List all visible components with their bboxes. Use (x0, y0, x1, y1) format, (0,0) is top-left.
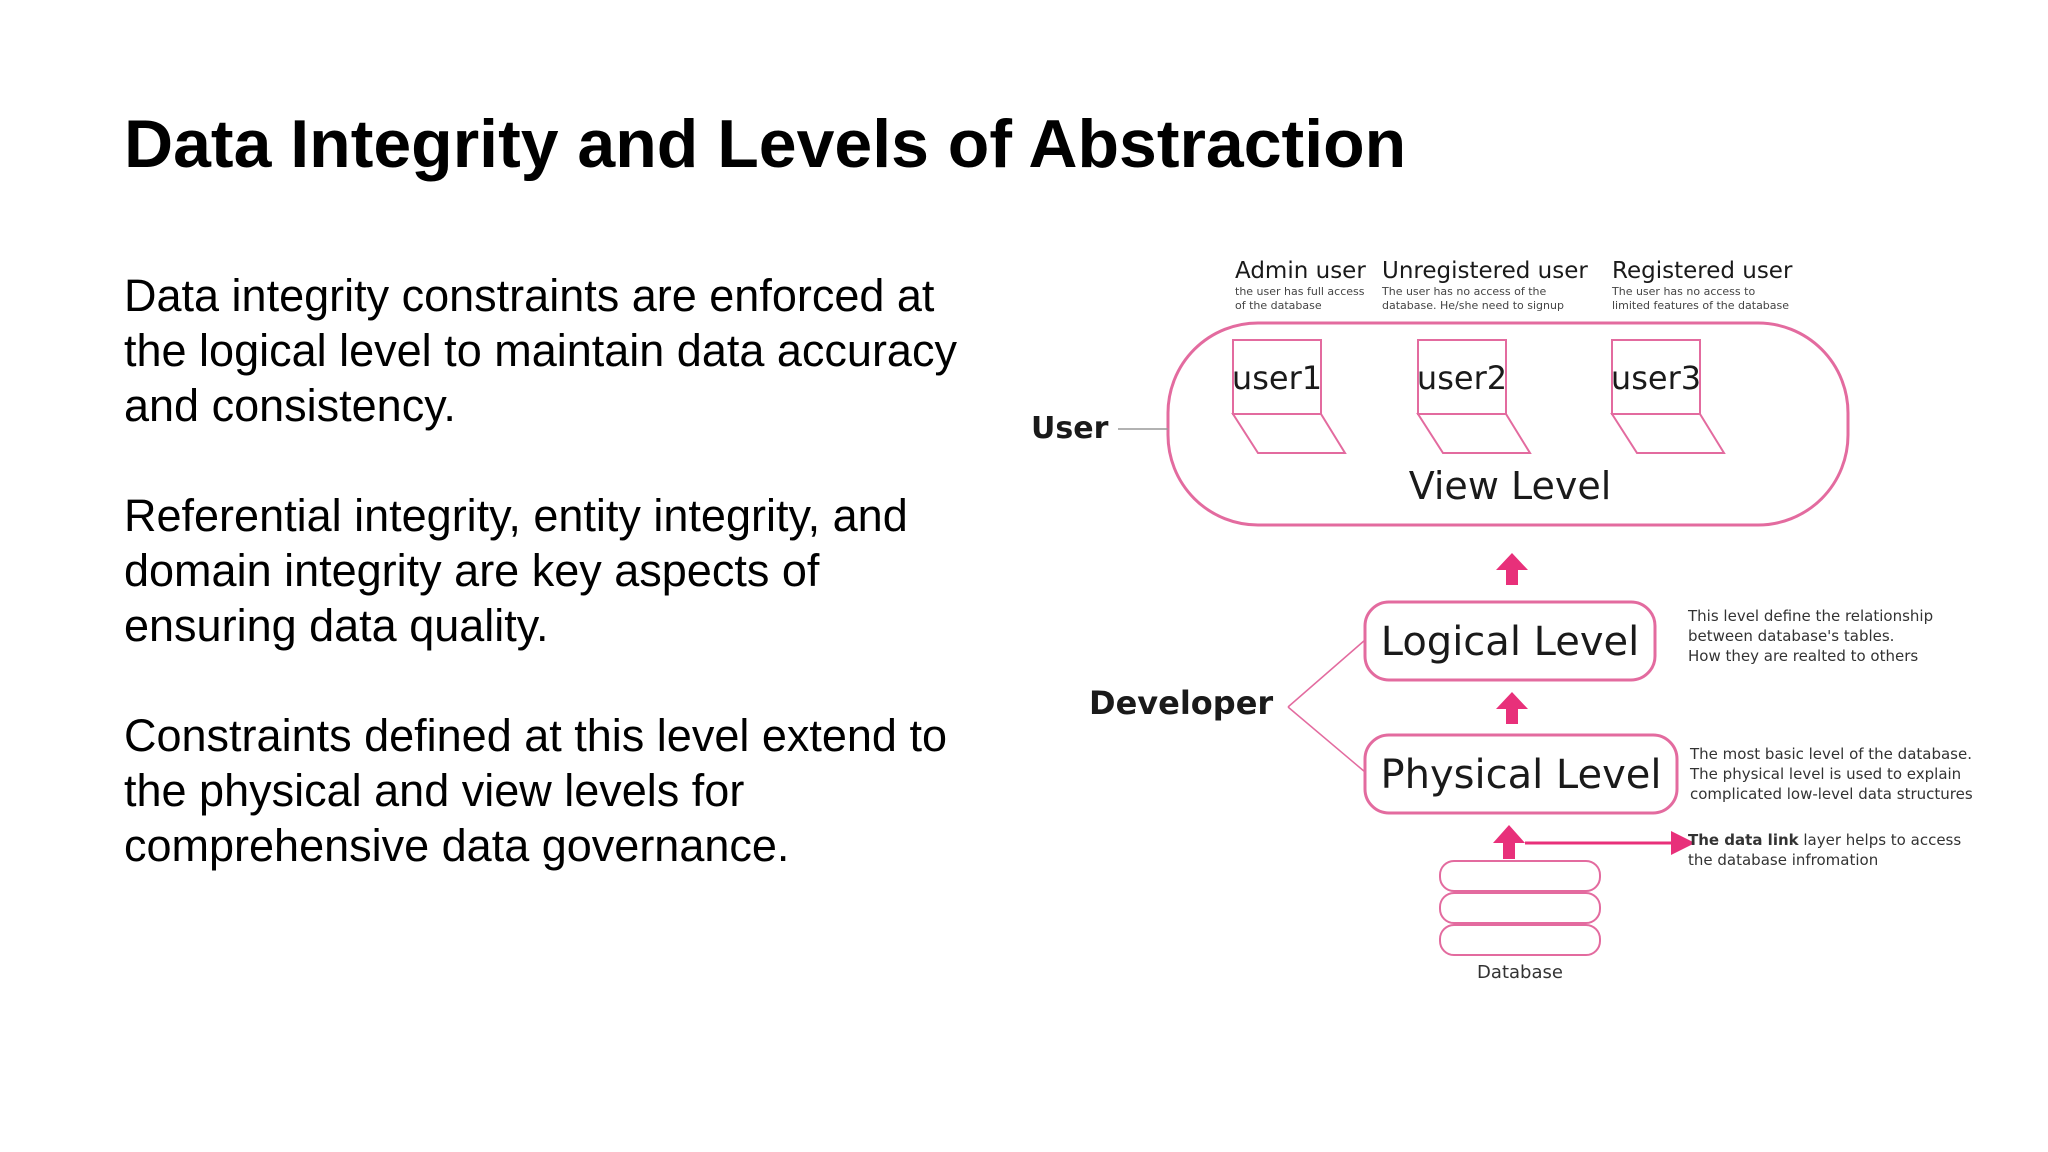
data-link-note (1688, 831, 1961, 849)
up-arrow-icon (1496, 692, 1528, 724)
physical-desc-line: The physical level is used to explain (1690, 765, 1962, 783)
developer-label: Developer (1089, 684, 1274, 722)
laptop-icon (1417, 340, 1530, 453)
logical-desc-line: This level define the relationship (1688, 607, 1934, 625)
paragraph-governance: Constraints defined at this level extend to the physical and view levels for comprehensive data governance. (124, 710, 947, 871)
laptop-label: user2 (1416, 359, 1508, 397)
physical-level-label: Physical Level (1380, 752, 1662, 798)
user-role-admin (1235, 258, 1366, 312)
laptop-label: user3 (1610, 359, 1702, 397)
data-link-bold: The data link (1688, 831, 1799, 849)
logical-desc-line: between database's tables. (1688, 627, 1895, 645)
slide-title: Data Integrity and Levels of Abstraction (124, 106, 1407, 182)
role-title: Admin user (1235, 258, 1366, 284)
data-link-line2: the database infromation (1688, 851, 1879, 869)
laptop-icon (1611, 340, 1724, 453)
role-desc-line: The user has no access to (1612, 285, 1756, 298)
paragraph-integrity-types: Referential integrity, entity integrity, and domain integrity are key aspects of ensuring data quality. (124, 490, 908, 651)
role-title: Unregistered user (1382, 258, 1588, 284)
physical-desc-line: The most basic level of the database. (1690, 745, 1972, 763)
database-label: Database (1477, 962, 1563, 983)
laptop-icon (1232, 340, 1345, 453)
user-label: User (1031, 411, 1109, 446)
role-title: Registered user (1612, 258, 1793, 284)
data-link-rest: layer helps to access (1798, 831, 1962, 849)
paragraph-logical-constraints: Data integrity constraints are enforced at the logical level to maintain data accuracy and consistency. (124, 270, 957, 431)
laptop-label: user1 (1231, 359, 1323, 397)
role-desc-line: the user has full access (1235, 285, 1365, 298)
physical-desc-line: complicated low-level data structures (1690, 785, 1973, 803)
up-arrow-icon (1493, 825, 1525, 859)
database-icon (1440, 861, 1600, 955)
up-arrow-icon (1496, 553, 1528, 585)
logical-desc-line: How they are realted to others (1688, 647, 1919, 665)
role-desc-line: of the database (1235, 299, 1322, 312)
abstraction-levels-diagram (1020, 245, 1980, 995)
developer-connector (1288, 707, 1365, 772)
role-desc-line: The user has no access of the (1382, 285, 1547, 298)
role-desc-line: limited features of the database (1612, 299, 1790, 312)
logical-level-label: Logical Level (1380, 619, 1640, 665)
role-desc-line: database. He/she need to signup (1382, 299, 1564, 312)
user-role-registered (1611, 258, 1793, 312)
developer-connector (1288, 640, 1365, 707)
view-level-label: View Level (1408, 464, 1612, 508)
user-role-unregistered (1381, 258, 1588, 312)
body-text (124, 268, 1004, 928)
